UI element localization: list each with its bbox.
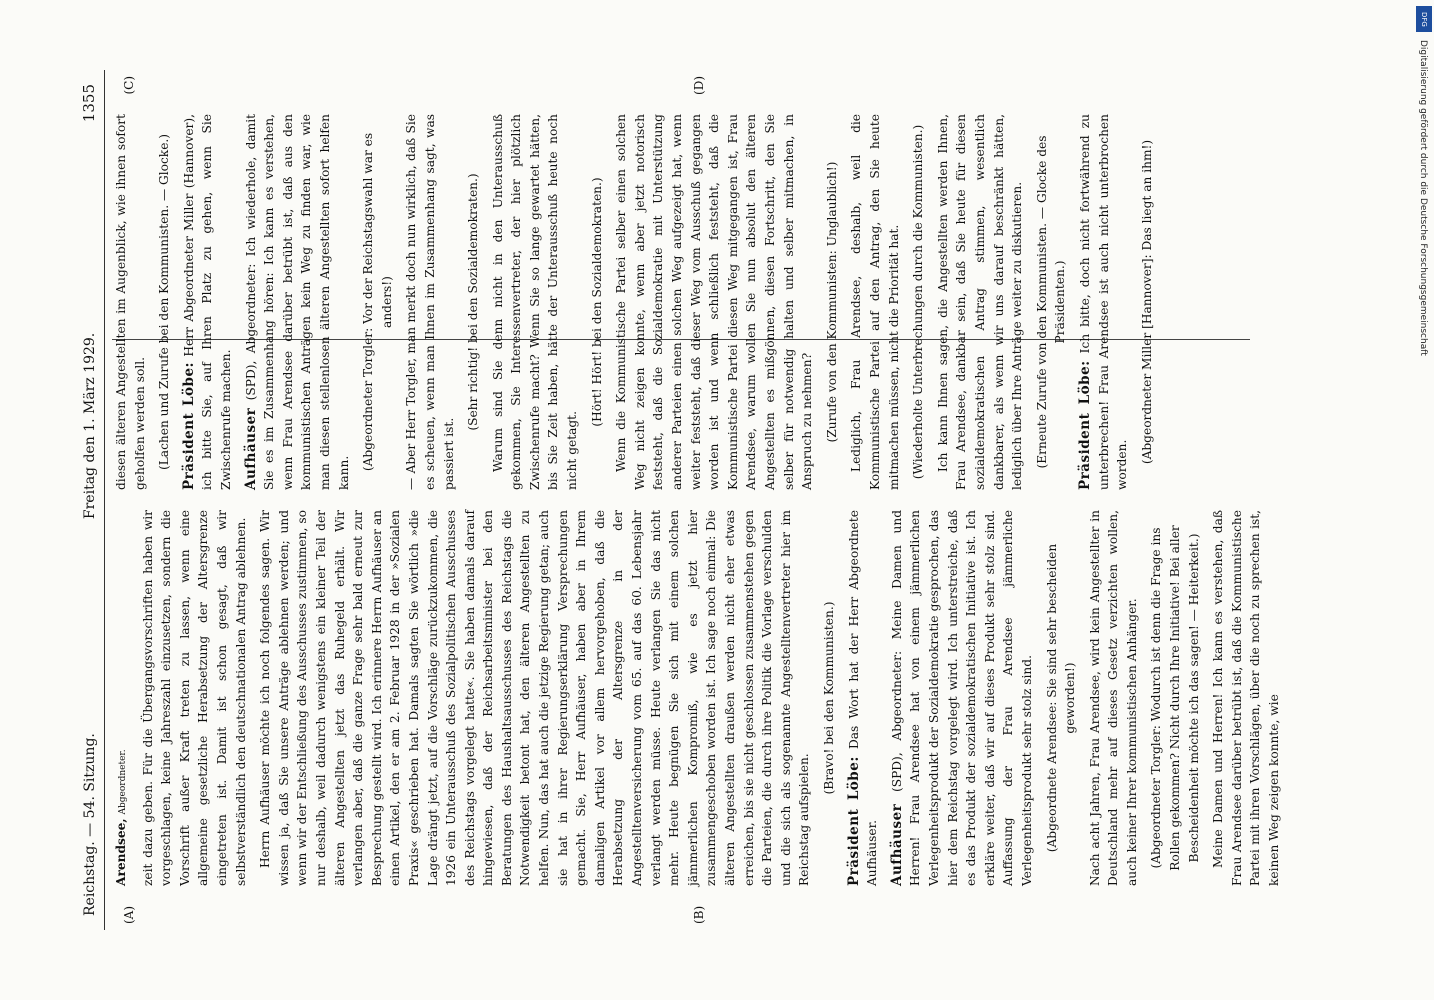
paragraph: Wenn die Kommunistische Partei selber einen solchen Weg nicht zeigen konnte, wenn aber jetzt notorisch feststeht, daß die Sozialdemokratie mit Unterstützung anderer Parteien einen solchen Weg aufgezeigt hat, wenn weiter feststeht, daß dieser Weg vom Ausschuß gegangen worden ist und wenn schließlich feststeht, daß die Kommunistische Partei diesen Weg mitgegangen ist, Frau Arendsee, warum wollen Sie nun absolut den älteren Angestellten es mißgönnen, diesen Fortschritt, den Sie selber für notwendig halten und selber mitmachen, in Anspruch zu nehmen? <box>614 114 815 490</box>
left-column <box>112 510 1282 886</box>
page-header-session: Reichstag. — 54. Sitzung. <box>82 733 98 916</box>
paragraph: Meine Damen und Herren! Ich kann es verstehen, daß Frau Arendsee darüber betrübt ist, daß die Kommunistische Partei mit ihren Vorschlägen, über die noch zu sprechen ist, keinen Weg zeigen konnte, wie <box>1211 510 1282 886</box>
paragraph <box>1076 114 1132 490</box>
dfg-logo: DFG <box>1416 6 1432 32</box>
interjection: (Zurufe von den Kommunisten: Unglaublich!) <box>824 161 839 443</box>
speech-text: Ich bitte, doch nicht fortwährend zu unterbrechen! Frau Arendsee ist auch nicht unterbrochen worden. <box>1077 113 1130 490</box>
page-header-date: Freitag den 1. März 1929. <box>82 332 98 520</box>
margin-marker-b: (B) <box>692 905 706 924</box>
margin-marker-d: (D) <box>692 76 706 95</box>
speaker-name: Präsident Löbe: <box>845 756 862 886</box>
speech-text: (SPD), Abgeordneter: Ich wiederhole, damit Sie es im Zusammenhang hören: Ich kann es verstehen, wenn Frau Arendsee darüber betrübt ist, daß aus den kommunistischen Anträgen kein Weg zu finden war, wie man diesen stellenlosen älteren Angestellten sofort helfen kann. <box>243 114 351 490</box>
rotated-page-content <box>80 70 1282 930</box>
interjection: (Wiederholte Unterbrechungen durch die Kommunisten.) <box>911 124 926 480</box>
interjection: (Sehr richtig! bei den Sozialdemokraten.) <box>466 173 481 431</box>
paragraph: Warum sind Sie denn nicht in den Unterausschuß gekommen, Sie Interessenvertreter, der hier plötzlich Zwischenrufe macht? Wenn Sie so lange gewartet hätten, bis Sie Zeit haben, hätte der Unterausschuß heute noch nicht getagt. <box>490 114 580 490</box>
right-column <box>112 114 1250 490</box>
speaker-note: Abgeordneter. <box>118 749 128 815</box>
page-header <box>80 70 105 930</box>
paragraph: zeit dazu geben. Für die Übergangsvorschriften haben wir vorgeschlagen, keine Jahreszahl einzusetzen, sondern die Vorschrift außer Kraft treten zu lassen, wenn eine allgemeine gesetzliche Herabsetzung der Altersgrenze eingetreten ist. Damit ist schon gesagt, daß wir selbstverständlich den deutschnationalen Antrag ablehnen. <box>140 510 248 886</box>
paragraph: Herrn Aufhäuser möchte ich noch folgendes sagen. Wir wissen ja, daß Sie unsere Anträge ablehnen werden; und wenn wir der Entschließung des Ausschusses zustimmen, so nur deshalb, weil dadurch wenigstens ein kleiner Teil der älteren Angestellten jetzt das Ruhegeld erhält. Wir verlangen aber, daß die ganze Frage sehr bald erneut zur Besprechung gestellt wird. Ich erinnere Herrn Aufhäuser an einen Artikel, den er am 2. Februar 1928 in der »Sozialen Praxis« geschrieben hat. Damals sagten Sie wörtlich »die Lage drängt jetzt, auf die Vorschläge zurückzukommen, die 1926 ein Unterausschuß des Sozialpolitischen Ausschusses des Reichstags vorgelegt hatte«. Sie haben damals darauf hingewiesen, daß der Reichsarbeitsminister bei den Beratungen des Haushaltsausschusses des Reichstags die Notwendigkeit betont hat, den älteren Angestellten zu helfen. Nun, das hat auch die jetzige Regierung getan; auch sie hat in ihrer Regierungserklärung Versprechungen gemacht. Sie, Herr Aufhäuser, haben aber in Ihrem damaligen Artikel vor allem hervorgehoben, daß die Herabsetzung der Altersgrenze in der Angestelltenversicherung vom 65. auf das 60. Lebensjahr verlangt werden müsse. Heute verlangen Sie das nicht mehr. Heute begnügen Sie sich mit einem solchen jämmerlichen Kompromiß, wie es jetzt hier zusammengeschoben worden ist. Ich sage noch einmal: Die älteren Angestellten draußen werden nicht eher etwas erreichen, bis sie nicht geschlossen zusammenstehen gegen die Parteien, die durch ihre Politik die Vorlage verschulden und die sich als sogenannte Angestelltenvertreter hier im Reichstag aufspielen. <box>258 510 812 886</box>
dfg-credit-text: Digitalisierung gefördert durch die Deutsche Forschungsgemeinschaft <box>1418 40 1428 356</box>
interjection: (Erneute Zurufe von den Kommunisten. — Glocke des Präsidenten.) <box>1034 135 1068 469</box>
interjection: (Bravo! bei den Kommunisten.) <box>821 601 836 795</box>
interjection: (Lachen und Zurufe bei den Kommunisten. — Glocke.) <box>157 133 172 471</box>
interjection: (Abgeordneter Torgler: Vor der Reichstagswahl war es anders!) <box>361 132 394 472</box>
interjection: (Abgeordneter Torgler: Wodurch ist denn die Frage ins Rollen gekommen? Nicht durch Ihre Initiative! Bei aller Bescheidenheit möchte ich das sagen! — Heiterkeit.) <box>1149 525 1201 871</box>
margin-marker-a: (A) <box>122 905 136 924</box>
margin-marker-c: (C) <box>122 76 136 95</box>
paragraph: — Aber Herr Torgler, man merkt doch nun wirklich, daß Sie es scheuen, wenn man Ihnen im Zusammenhang sagt, was passiert ist. <box>404 114 456 490</box>
speaker-name: Präsident Löbe: <box>1076 360 1093 490</box>
text-columns <box>112 113 1282 886</box>
interjection: (Hört! Hört! bei den Sozialdemokraten.) <box>589 177 604 427</box>
page-number: 1355 <box>80 84 98 123</box>
paragraph: Nach acht Jahren, Frau Arendsee, wird kein Angestellter in Deutschland mehr auf dieses Gesetz verzichten wollen, auch keiner Ihrer kommunistischen Anhänger. <box>1087 510 1139 886</box>
speech-text: (SPD), Abgeordneter: Meine Damen und Herren! Frau Arendsee hat von einem jämmerlichen Verlegenheitsprodukt der Sozialdemokratie gesprochen, das hier dem Reichstag vorgelegt wird. Ich unterstreiche, daß es das Produkt der sozialdemokratischen Initiative ist. Ich erkläre weiter, daß wir auf dieses Produkt sehr stolz sind. Auffassung der Frau Arendsee jämmerliche Verlegenheitsprodukt sehr stolz sind. <box>889 510 1034 886</box>
paragraph: diesen älteren Angestellten im Augenblick, wie ihnen sofort geholfen werden soll. <box>114 114 147 490</box>
speaker-name: Aufhäuser <box>888 803 905 886</box>
paragraph <box>888 510 1037 886</box>
dfg-credit-bar <box>1416 40 1430 720</box>
interjection: (Abgeordnete Arendsee: Sie sind sehr bescheiden geworden!) <box>1044 543 1078 853</box>
paragraph: Lediglich, Frau Arendsee, deshalb, weil die Kommunistische Partei auf den Antrag, den Sie heute mitmachen müssen, nicht die Priorität hat. <box>849 114 901 490</box>
interjection: (Abgeordneter Miller [Hannover]: Das liegt an ihm!) <box>1139 139 1154 465</box>
speaker-name: Präsident Löbe: <box>180 361 197 490</box>
paragraph <box>112 510 133 886</box>
paragraph: Ich kann Ihnen sagen, die Angestellten werden Ihnen, Frau Arendsee, dankbar sein, daß Sie heute für diesen sozialdemokratischen Antrag stimmen, wesentlich dankbarer, als wenn wir uns darauf beschränkt hätten, lediglich über Ihre Anträge weiter zu diskutieren. <box>935 114 1025 490</box>
paragraph <box>845 510 882 886</box>
speech-text: Das Wort hat der Herr Abgeordnete Aufhäuser. <box>846 510 880 886</box>
speaker-name: Arendsee, <box>114 818 128 886</box>
speech-text: Herr Abgeordneter Miller (Hannover), ich bitte Sie, auf Ihren Platz zu gehen, wenn Sie Zwischenrufe machen. <box>181 114 233 490</box>
paragraph <box>242 114 354 490</box>
speaker-name: Aufhäuser <box>242 407 259 490</box>
paragraph <box>180 114 236 490</box>
